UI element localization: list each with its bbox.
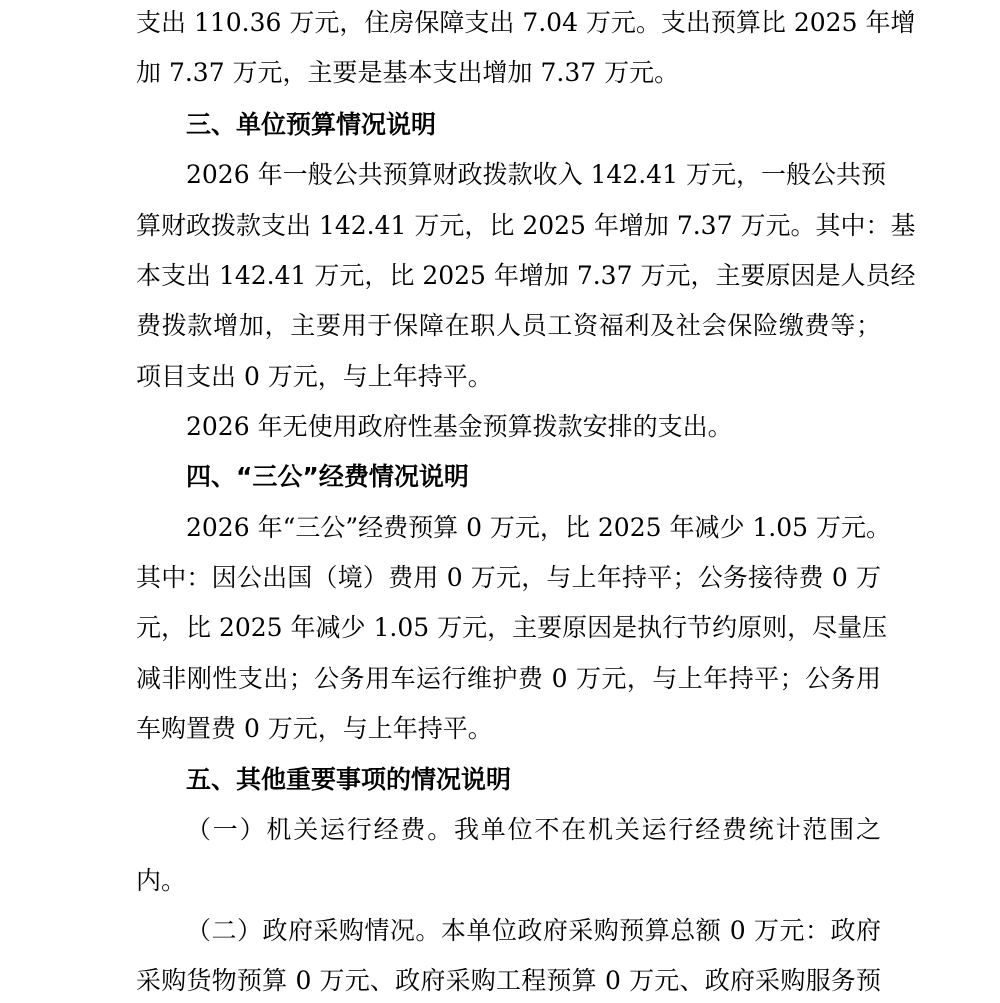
section-heading: 四、“三公”经费情况说明 (186, 462, 469, 491)
text-line: 本支出 142.41 万元，比 2025 年增加 7.37 万元，主要原因是人员经 (136, 261, 916, 290)
text-line: 算财政拨款支出 142.41 万元，比 2025 年增加 7.37 万元。其中：基 (136, 211, 916, 240)
section-heading: 五、其他重要事项的情况说明 (186, 765, 512, 794)
text-line: 元，比 2025 年减少 1.05 万元，主要原因是执行节约原则，尽量压 (136, 613, 888, 642)
text-line: 项目支出 0 万元，与上年持平。 (136, 362, 493, 391)
text-line: 其中：因公出国（境）费用 0 万元，与上年持平；公务接待费 0 万 (136, 563, 881, 592)
text-line: 内。 (136, 866, 187, 895)
text-line: 2026 年“三公”经费预算 0 万元，比 2025 年减少 1.05 万元。 (186, 513, 892, 542)
text-line: 2026 年无使用政府性基金预算拨款安排的支出。 (186, 412, 733, 441)
text-line: 费拨款增加，主要用于保障在职人员工资福利及社会保险缴费等； (136, 311, 881, 340)
text-line: （一）机关运行经费。我单位不在机关运行经费统计范围之 (186, 815, 881, 844)
text-line: （二）政府采购情况。本单位政府采购预算总额 0 万元：政府 (186, 916, 881, 945)
text-line: 加 7.37 万元，主要是基本支出增加 7.37 万元。 (136, 58, 680, 87)
section-heading: 三、单位预算情况说明 (186, 110, 437, 139)
text-line: 采购货物预算 0 万元、政府采购工程预算 0 万元、政府采购服务预 (136, 966, 881, 995)
text-line: 2026 年一般公共预算财政拨款收入 142.41 万元，一般公共预 (186, 160, 886, 189)
text-line: 支出 110.36 万元，住房保障支出 7.04 万元。支出预算比 2025 年增 (136, 8, 916, 37)
text-line: 车购置费 0 万元，与上年持平。 (136, 714, 493, 743)
text-line: 减非刚性支出；公务用车运行维护费 0 万元，与上年持平；公务用 (136, 664, 881, 693)
